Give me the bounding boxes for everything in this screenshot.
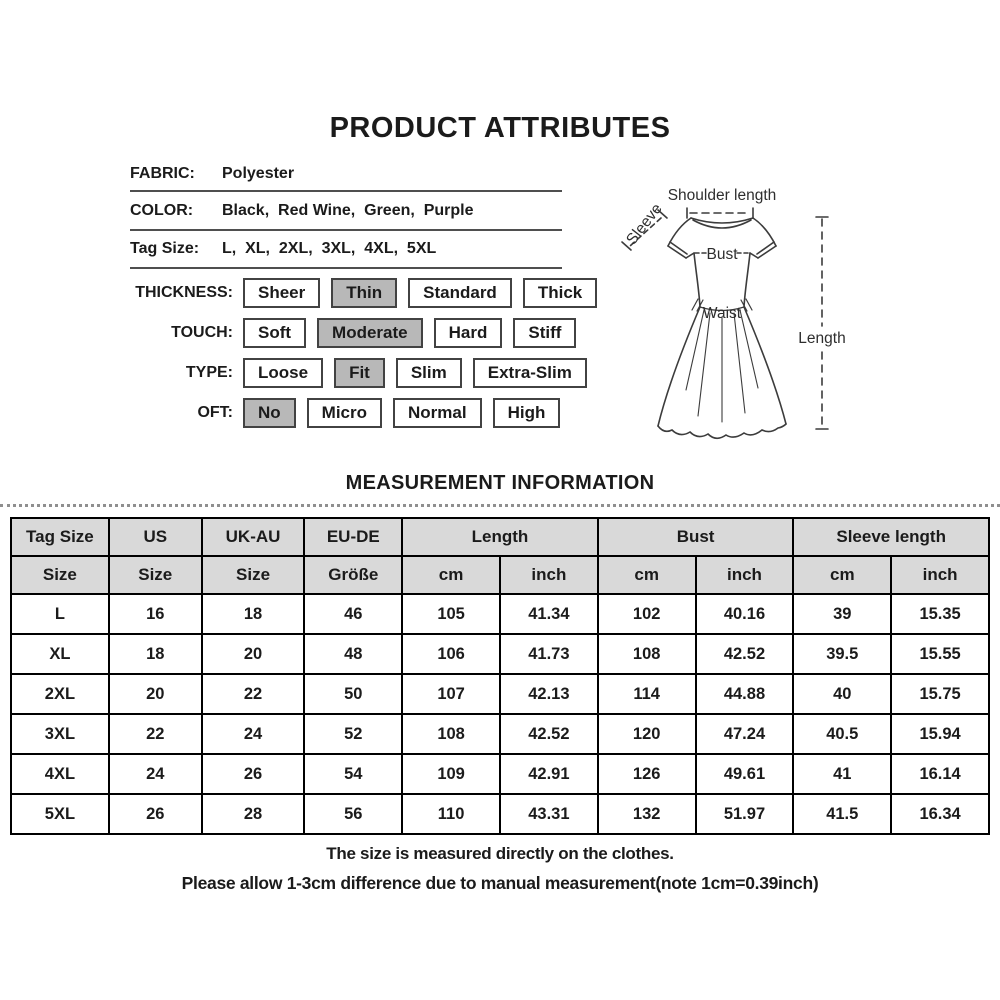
bust-label: Bust xyxy=(706,246,738,263)
dress-measurement-diagram xyxy=(598,160,870,452)
table-cell: 40.16 xyxy=(696,594,794,634)
table-row xyxy=(11,754,989,794)
table-cell: 22 xyxy=(202,674,305,714)
thickness-option-standard: Standard xyxy=(408,278,512,308)
dotted-divider xyxy=(0,504,1000,507)
dress-line-art xyxy=(598,160,870,452)
table-cell: 110 xyxy=(402,794,500,834)
touch-option-soft: Soft xyxy=(243,318,306,348)
table-cell: 16.34 xyxy=(891,794,989,834)
subheader-inch: inch xyxy=(891,556,989,594)
subheader-cm: cm xyxy=(402,556,500,594)
table-cell: 15.35 xyxy=(891,594,989,634)
footer-note-1: The size is measured directly on the clothes. xyxy=(326,844,674,863)
table-cell: 42.52 xyxy=(500,714,598,754)
table-cell: 15.55 xyxy=(891,634,989,674)
table-cell: 132 xyxy=(598,794,696,834)
table-cell: 41.34 xyxy=(500,594,598,634)
table-cell: 105 xyxy=(402,594,500,634)
table-cell: 41 xyxy=(793,754,891,794)
table-cell: 20 xyxy=(109,674,202,714)
table-cell: 41.5 xyxy=(793,794,891,834)
table-cell: 5XL xyxy=(11,794,109,834)
table-cell: 2XL xyxy=(11,674,109,714)
touch-option-stiff: Stiff xyxy=(513,318,576,348)
table-cell: 22 xyxy=(109,714,202,754)
table-row xyxy=(11,674,989,714)
table-cell: 18 xyxy=(202,594,305,634)
header-row-1 xyxy=(11,518,989,556)
table-cell: 42.13 xyxy=(500,674,598,714)
oft-row xyxy=(130,398,562,428)
table-cell: 47.24 xyxy=(696,714,794,754)
table-cell: 48 xyxy=(304,634,402,674)
oft-option-no: No xyxy=(243,398,296,428)
subheader-groesse: Größe xyxy=(304,556,402,594)
table-cell: 52 xyxy=(304,714,402,754)
subheader-inch: inch xyxy=(696,556,794,594)
table-cell: 15.94 xyxy=(891,714,989,754)
oft-label: OFT: xyxy=(197,404,233,421)
color-label: COLOR: xyxy=(130,201,194,219)
oft-option-high: High xyxy=(493,398,561,428)
table-cell: 42.91 xyxy=(500,754,598,794)
table-cell: 42.52 xyxy=(696,634,794,674)
table-cell: 4XL xyxy=(11,754,109,794)
attributes-section xyxy=(130,158,583,428)
header-us: US xyxy=(109,518,202,556)
attribute-row-fabric xyxy=(130,158,562,192)
subheader-cm: cm xyxy=(598,556,696,594)
table-cell: 18 xyxy=(109,634,202,674)
touch-option-hard: Hard xyxy=(434,318,503,348)
table-row xyxy=(11,794,989,834)
type-row xyxy=(130,358,572,388)
subheader-size: Size xyxy=(109,556,202,594)
table-cell: 39.5 xyxy=(793,634,891,674)
table-cell: 24 xyxy=(109,754,202,794)
table-cell: 39 xyxy=(793,594,891,634)
table-cell: 126 xyxy=(598,754,696,794)
waist-label: Waist xyxy=(702,305,742,322)
table-cell: 51.97 xyxy=(696,794,794,834)
table-cell: 16 xyxy=(109,594,202,634)
table-cell: 49.61 xyxy=(696,754,794,794)
oft-option-micro: Micro xyxy=(307,398,382,428)
table-cell: 106 xyxy=(402,634,500,674)
table-cell: 28 xyxy=(202,794,305,834)
page-title: PRODUCT ATTRIBUTES xyxy=(329,112,671,144)
table-cell: 50 xyxy=(304,674,402,714)
table-cell: 109 xyxy=(402,754,500,794)
table-cell: 24 xyxy=(202,714,305,754)
subheader-size: Size xyxy=(11,556,109,594)
table-cell: 40.5 xyxy=(793,714,891,754)
tag-size-value: L, XL, 2XL, 3XL, 4XL, 5XL xyxy=(222,240,437,257)
table-cell: 40 xyxy=(793,674,891,714)
table-row xyxy=(11,594,989,634)
table-cell: 108 xyxy=(598,634,696,674)
shoulder-length-label: Shoulder length xyxy=(667,187,777,204)
table-cell: 41.73 xyxy=(500,634,598,674)
thickness-row xyxy=(130,278,583,308)
table-cell: XL xyxy=(11,634,109,674)
table-cell: 26 xyxy=(109,794,202,834)
type-label: TYPE: xyxy=(185,364,233,381)
length-label: Length xyxy=(798,330,846,347)
type-option-slim: Slim xyxy=(396,358,462,388)
table-row xyxy=(11,714,989,754)
table-cell: 56 xyxy=(304,794,402,834)
table-row xyxy=(11,634,989,674)
table-cell: 20 xyxy=(202,634,305,674)
header-tag-size: Tag Size xyxy=(11,518,109,556)
size-chart-table xyxy=(10,517,990,835)
touch-option-moderate: Moderate xyxy=(317,318,423,348)
header-uk-au: UK-AU xyxy=(202,518,305,556)
thickness-option-sheer: Sheer xyxy=(243,278,320,308)
table-cell: 44.88 xyxy=(696,674,794,714)
footer-note-2: Please allow 1-3cm difference due to manual measurement(note 1cm=0.39inch) xyxy=(181,873,819,893)
touch-label: TOUCH: xyxy=(171,324,233,341)
table-cell: 16.14 xyxy=(891,754,989,794)
thickness-option-thick: Thick xyxy=(523,278,597,308)
table-cell: 3XL xyxy=(11,714,109,754)
oft-option-normal: Normal xyxy=(393,398,482,428)
type-option-extra-slim: Extra-Slim xyxy=(473,358,587,388)
attribute-row-color xyxy=(130,192,562,231)
table-cell: 108 xyxy=(402,714,500,754)
header-bust: Bust xyxy=(598,518,794,556)
table-cell: 26 xyxy=(202,754,305,794)
table-cell: 102 xyxy=(598,594,696,634)
type-option-loose: Loose xyxy=(243,358,323,388)
table-cell: 43.31 xyxy=(500,794,598,834)
thickness-option-thin: Thin xyxy=(331,278,397,308)
type-option-fit: Fit xyxy=(334,358,385,388)
header-length: Length xyxy=(402,518,598,556)
touch-row xyxy=(130,318,562,348)
tag-size-label: Tag Size: xyxy=(130,240,200,257)
table-cell: 15.75 xyxy=(891,674,989,714)
subheader-inch: inch xyxy=(500,556,598,594)
fabric-label: FABRIC: xyxy=(130,165,195,182)
header-row-2 xyxy=(11,556,989,594)
table-cell: 54 xyxy=(304,754,402,794)
fabric-value: Polyester xyxy=(222,165,295,182)
table-cell: 107 xyxy=(402,674,500,714)
subheader-cm: cm xyxy=(793,556,891,594)
table-cell: L xyxy=(11,594,109,634)
color-value: Black, Red Wine, Green, Purple xyxy=(222,201,474,219)
subheader-size: Size xyxy=(202,556,305,594)
table-cell: 114 xyxy=(598,674,696,714)
attribute-row-tag-size xyxy=(130,231,562,269)
table-cell: 46 xyxy=(304,594,402,634)
table-cell: 120 xyxy=(598,714,696,754)
measurement-heading: MEASUREMENT INFORMATION xyxy=(345,472,655,494)
footer-notes xyxy=(0,844,1000,894)
option-rows xyxy=(130,278,583,428)
header-sleeve-length: Sleeve length xyxy=(793,518,989,556)
header-eu-de: EU-DE xyxy=(304,518,402,556)
thickness-label: THICKNESS: xyxy=(135,284,233,301)
sleeve-label: Sleeve xyxy=(623,200,666,249)
